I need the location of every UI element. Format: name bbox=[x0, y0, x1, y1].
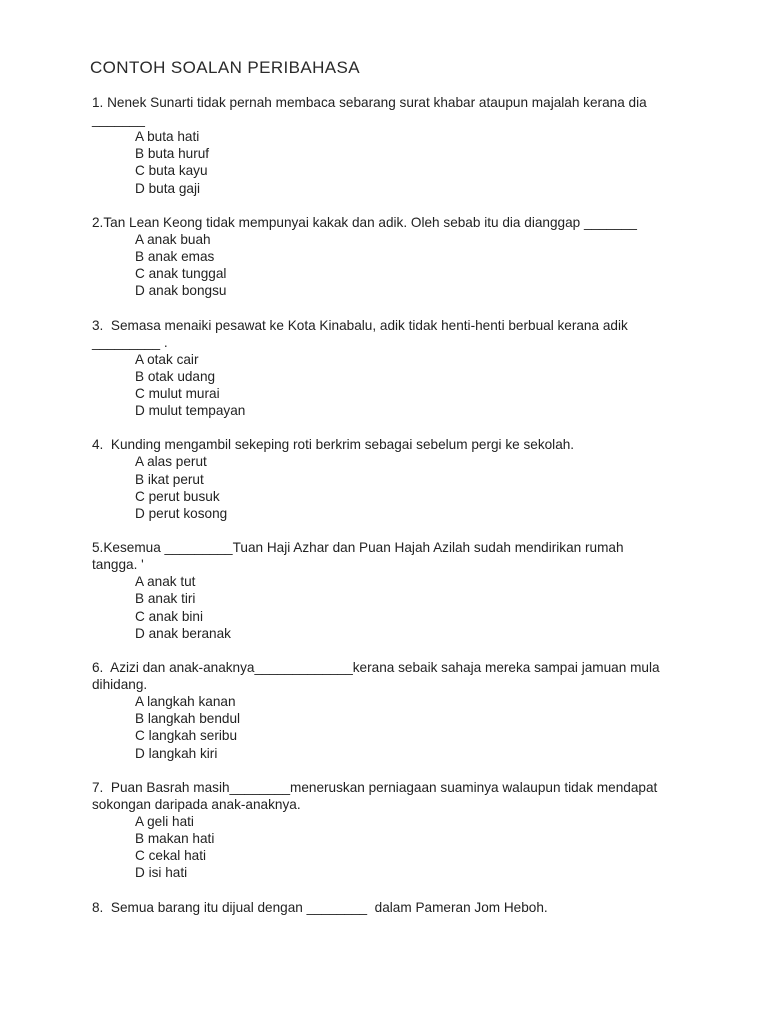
answer-option: A anak buah bbox=[135, 231, 211, 247]
question-text: 2.Tan Lean Keong tidak mempunyai kakak dan adik. Oleh sebab itu dia dianggap _______ bbox=[92, 214, 637, 230]
question-text: 4. Kunding mengambil sekeping roti berkrim sebagai sebelum pergi ke sekolah. bbox=[92, 437, 575, 453]
answer-option: B anak emas bbox=[135, 249, 215, 265]
answer-option: B buta huruf bbox=[135, 146, 210, 162]
answer-options bbox=[90, 573, 672, 642]
answer-option: A geli hati bbox=[135, 813, 194, 829]
answer-option: D anak beranak bbox=[135, 625, 231, 641]
answer-option: B ikat perut bbox=[135, 471, 204, 487]
answer-option: A anak tut bbox=[135, 574, 196, 590]
answer-option: B makan hati bbox=[135, 831, 215, 847]
question-6 bbox=[90, 659, 672, 762]
answer-options bbox=[90, 453, 672, 522]
answer-option: A buta hati bbox=[135, 129, 200, 144]
answer-option: D anak bongsu bbox=[135, 283, 227, 299]
answer-option: A otak cair bbox=[135, 351, 199, 367]
question-2 bbox=[90, 214, 672, 300]
answer-option: D isi hati bbox=[135, 865, 188, 881]
answer-option: A alas perut bbox=[135, 454, 207, 470]
answer-option: D perut kosong bbox=[135, 506, 228, 522]
answer-option: C cekal hati bbox=[135, 848, 207, 864]
answer-option: C perut busuk bbox=[135, 488, 220, 504]
question-text: 5.Kesemua _________Tuan Haji Azhar dan Puan Hajah Azilah sudah mendirikan rumah tangga. ' bbox=[92, 540, 628, 573]
question-4 bbox=[90, 436, 672, 522]
answer-option: A langkah kanan bbox=[135, 694, 236, 710]
answer-option: C anak tunggal bbox=[135, 266, 227, 282]
page-title: CONTOH SOALAN PERIBAHASA bbox=[90, 58, 361, 77]
answer-options bbox=[90, 813, 672, 882]
answer-options bbox=[90, 128, 672, 197]
question-text: 6. Azizi dan anak-anaknya_____________kerana sebaik sahaja mereka sampai jamuan mula dihidang. bbox=[92, 660, 664, 693]
answer-option: C mulut murai bbox=[135, 386, 220, 402]
question-5 bbox=[90, 539, 672, 642]
question-text: 3. Semasa menaiki pesawat ke Kota Kinabalu, adik tidak henti-henti berbual kerana adik _________ . bbox=[92, 317, 632, 350]
answer-option: C langkah seribu bbox=[135, 728, 238, 744]
answer-options bbox=[90, 693, 672, 762]
question-text: 7. Puan Basrah masih________meneruskan perniagaan suaminya walaupun tidak mendapat sokongan daripada anak-anaknya. bbox=[92, 779, 662, 812]
answer-option: D langkah kiri bbox=[135, 745, 218, 761]
answer-option: B otak udang bbox=[135, 368, 216, 384]
question-8 bbox=[90, 899, 672, 916]
question-text: 1. Nenek Sunarti tidak pernah membaca sebarang surat khabar ataupun majalah kerana dia _______ bbox=[92, 95, 651, 127]
answer-option: B langkah bendul bbox=[135, 711, 241, 727]
answer-option: D mulut tempayan bbox=[135, 403, 246, 419]
question-1 bbox=[90, 94, 672, 197]
question-7 bbox=[90, 779, 672, 882]
question-text: 8. Semua barang itu dijual dengan ________ dalam Pameran Jom Heboh. bbox=[92, 899, 548, 915]
answer-options bbox=[90, 231, 672, 300]
answer-options bbox=[90, 351, 672, 420]
answer-option: B anak tiri bbox=[135, 591, 196, 607]
answer-option: C anak bini bbox=[135, 608, 204, 624]
question-3 bbox=[90, 317, 672, 420]
answer-option: D buta gaji bbox=[135, 180, 200, 196]
answer-option: C buta kayu bbox=[135, 163, 208, 179]
